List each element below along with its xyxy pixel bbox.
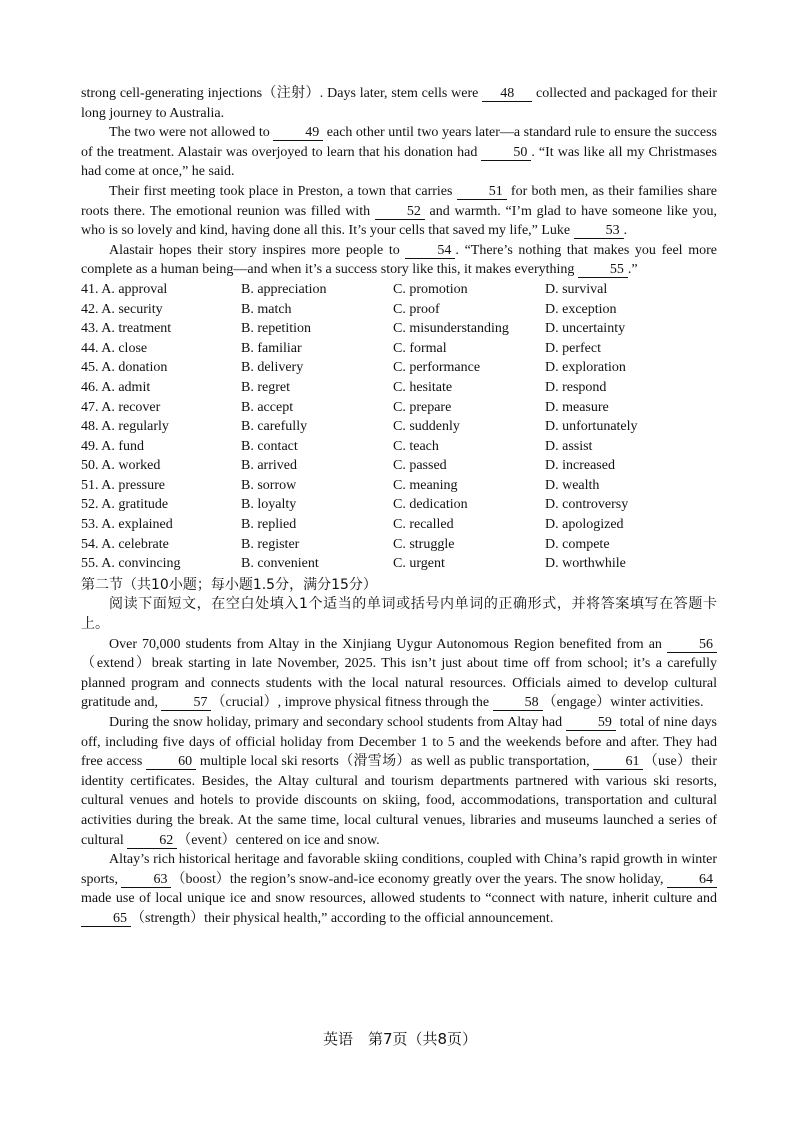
option-a: 50. A. worked xyxy=(81,458,161,474)
passage-paragraph xyxy=(81,84,717,123)
option-b: B. arrived xyxy=(241,458,297,474)
option-a: 55. A. convincing xyxy=(81,556,181,572)
option-c: C. prepare xyxy=(393,399,452,415)
text: （strength）their physical health,” according to the official announcement. xyxy=(131,910,554,926)
text: （extend）break starting in late November, 2025. This isn’t just about time off from school; it’s a carefully planned program and connects students with the local natural resources. Officials aimed to develop cultural gratitude and, xyxy=(81,656,717,711)
text: each other until two years later—a standard rule to ensure the success of the treatment. Alastair was overjoyed to learn that his donation had xyxy=(81,125,717,160)
option-b: B. replied xyxy=(241,517,297,533)
text: Altay’s rich historical heritage and favorable skiing conditions, coupled with China’s rapid growth in winter sports, xyxy=(81,852,717,887)
option-a: 49. A. fund xyxy=(81,438,144,454)
option-b: B. convenient xyxy=(241,556,319,572)
option-c: C. promotion xyxy=(393,281,468,297)
option-d: D. apologized xyxy=(545,517,624,533)
option-a: 52. A. gratitude xyxy=(81,497,169,513)
option-a: 42. A. security xyxy=(81,301,163,317)
text: （event）centered on ice and snow. xyxy=(177,832,380,848)
text: During the snow holiday, primary and secondary school students from Altay had xyxy=(109,715,566,730)
option-a: 46. A. admit xyxy=(81,379,151,395)
blank-48: 48 xyxy=(482,86,532,102)
option-a: 54. A. celebrate xyxy=(81,536,169,552)
text: strong cell-generating injections（注射）. Days later, stem cells were xyxy=(81,86,483,101)
option-b: B. regret xyxy=(241,379,290,395)
option-c: C. hesitate xyxy=(393,379,453,395)
option-c: C. misunderstanding xyxy=(393,321,509,337)
blank-52: 52 xyxy=(375,204,425,220)
option-b: B. accept xyxy=(241,399,294,415)
option-d: D. unfortunately xyxy=(545,419,638,435)
blank-53: 53 xyxy=(574,223,624,239)
text: .” xyxy=(627,262,638,278)
option-d: D. assist xyxy=(545,438,593,454)
option-row xyxy=(81,476,717,496)
option-c: C. recalled xyxy=(393,517,454,533)
text: The two were not allowed to xyxy=(109,125,274,141)
section-instruction: 阅读下面短文，在空白处填入1个适当的单词或括号内单词的正确形式，并将答案填写在答题卡上。 xyxy=(81,596,717,633)
option-row xyxy=(81,378,717,398)
text: Alastair hopes their story inspires more people to xyxy=(109,242,406,258)
option-c: C. dedication xyxy=(393,497,468,513)
option-d: D. survival xyxy=(545,281,608,297)
blank-65: 65 xyxy=(81,911,131,927)
option-c: C. urgent xyxy=(393,556,445,572)
option-row xyxy=(81,554,717,574)
text: and warmth. “I’m glad to have someone like you, who is so lovely and kind, having done all this. It’s your cells that saved my life,” Luke xyxy=(81,203,717,239)
text: total of nine days off, including five days of official holiday from December 1 to 5 and the weekends before and after. They had free access xyxy=(81,715,717,770)
option-b: B. appreciation xyxy=(241,281,327,297)
blank-56: 56 xyxy=(667,637,717,653)
blank-58: 58 xyxy=(493,695,543,711)
options-list xyxy=(81,280,717,574)
text: . “It was like all my Christmases had come at once,” he said. xyxy=(81,144,717,180)
blank-55: 55 xyxy=(578,262,628,278)
option-d: D. increased xyxy=(545,458,615,474)
blank-61: 61 xyxy=(593,754,643,770)
option-a: 47. A. recover xyxy=(81,399,161,415)
option-a: 51. A. pressure xyxy=(81,477,165,493)
option-d: D. measure xyxy=(545,399,609,415)
text: （use）their identity certificates. Besides, the Altay cultural and tourism departments partnered with various ski resorts, cultural venues and hotels to provide discounts on skiing, food, accommodations, transportation and cultural activities during the break. At the same time, local cultural venues, libraries and museums launched a series of cultural xyxy=(81,754,717,848)
option-c: C. formal xyxy=(393,340,447,356)
text: made use of local unique ice and snow resources, allowed students to “connect with nature, inherit culture and xyxy=(81,891,717,907)
option-row xyxy=(81,300,717,320)
option-row xyxy=(81,398,717,418)
blank-51: 51 xyxy=(457,184,507,200)
blank-63: 63 xyxy=(121,872,171,888)
option-d: D. uncertainty xyxy=(545,321,626,337)
text: （crucial）, improve physical fitness through the xyxy=(211,695,493,711)
option-a: 48. A. regularly xyxy=(81,419,169,435)
option-b: B. register xyxy=(241,536,300,552)
blank-60: 60 xyxy=(146,754,196,770)
option-a: 53. A. explained xyxy=(81,517,173,533)
option-d: D. wealth xyxy=(545,477,600,493)
text: . xyxy=(623,223,628,239)
page-footer: 英语 第7页（共8页） xyxy=(322,1030,478,1048)
text: （engage）winter activities. xyxy=(542,695,704,711)
option-a: 41. A. approval xyxy=(81,281,168,297)
option-row xyxy=(81,339,717,359)
option-row xyxy=(81,535,717,555)
text: . “There’s nothing that makes you feel more complete as a human being—and when it’s a success story like this, it makes everything xyxy=(81,242,717,278)
option-d: D. compete xyxy=(545,536,610,552)
option-b: B. familiar xyxy=(241,340,302,356)
text: Their first meeting took place in Preston, a town that carries xyxy=(109,183,457,199)
blank-64: 64 xyxy=(667,872,717,888)
text: multiple local ski resorts（滑雪场）as well as public transportation, xyxy=(196,754,594,770)
option-b: B. match xyxy=(241,301,292,317)
passage-paragraph xyxy=(81,713,717,850)
option-c: C. meaning xyxy=(393,477,458,493)
option-b: B. delivery xyxy=(241,360,304,376)
blank-57: 57 xyxy=(161,695,211,711)
option-b: B. carefully xyxy=(241,419,308,435)
section-heading: 第二节（共10小题；每小题1.5分，满分15分） xyxy=(81,576,377,593)
text: （boost）the region’s snow-and-ice economy greatly over the years. The snow holiday, xyxy=(171,871,667,887)
blank-54: 54 xyxy=(405,243,455,259)
text: collected and packaged for their long journey to Australia. xyxy=(81,86,718,121)
option-row xyxy=(81,280,717,300)
option-d: D. worthwhile xyxy=(545,556,626,572)
option-row xyxy=(81,495,717,515)
passage-paragraph xyxy=(81,850,717,928)
option-d: D. perfect xyxy=(545,340,601,356)
exam-page xyxy=(81,84,717,929)
option-c: C. performance xyxy=(393,360,481,376)
option-b: B. repetition xyxy=(241,321,311,337)
option-c: C. proof xyxy=(393,301,440,317)
option-row xyxy=(81,358,717,378)
passage-paragraph xyxy=(81,123,717,182)
passage-paragraph xyxy=(81,241,717,280)
section-2 xyxy=(81,576,717,929)
option-row xyxy=(81,417,717,437)
option-row xyxy=(81,437,717,457)
passage-paragraph xyxy=(81,182,717,241)
option-a: 43. A. treatment xyxy=(81,321,172,337)
option-c: C. teach xyxy=(393,438,439,454)
option-a: 45. A. donation xyxy=(81,360,168,376)
option-row xyxy=(81,456,717,476)
text: for both men, as their families share roots there. The emotional reunion was filled with xyxy=(81,183,717,219)
passage-paragraph xyxy=(81,635,717,713)
option-d: D. controversy xyxy=(545,497,629,513)
blank-49: 49 xyxy=(273,125,323,141)
option-row xyxy=(81,515,717,535)
option-row xyxy=(81,319,717,339)
option-c: C. passed xyxy=(393,458,447,474)
option-c: C. struggle xyxy=(393,536,455,552)
option-d: D. respond xyxy=(545,379,607,395)
option-a: 44. A. close xyxy=(81,340,148,356)
option-b: B. loyalty xyxy=(241,497,297,513)
option-b: B. contact xyxy=(241,438,298,454)
option-c: C. suddenly xyxy=(393,419,460,435)
blank-50: 50 xyxy=(481,145,531,161)
option-b: B. sorrow xyxy=(241,477,297,493)
text: Over 70,000 students from Altay in the Xinjiang Uygur Autonomous Region benefited from an xyxy=(109,636,667,652)
option-d: D. exception xyxy=(545,301,617,317)
option-d: D. exploration xyxy=(545,360,626,376)
blank-62: 62 xyxy=(127,833,177,849)
blank-59: 59 xyxy=(566,715,616,731)
